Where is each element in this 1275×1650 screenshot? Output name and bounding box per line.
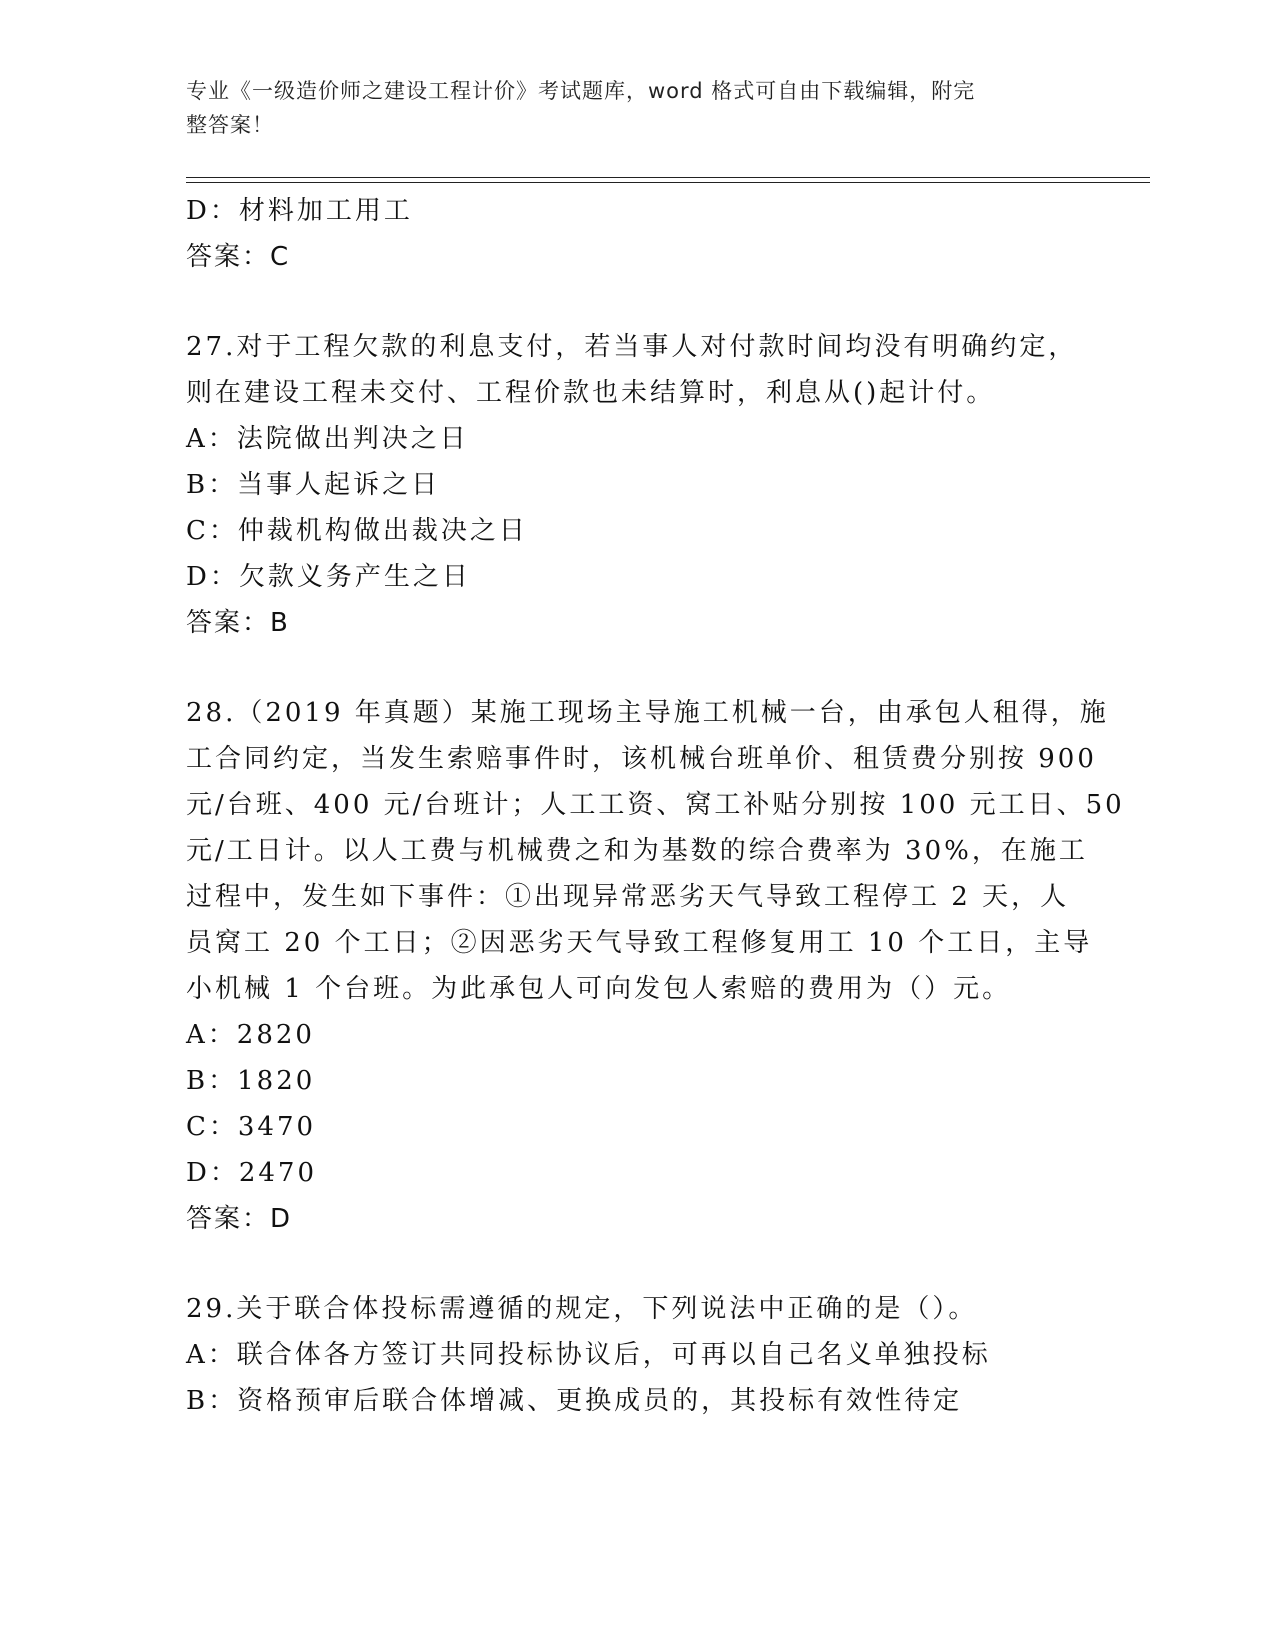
question-text-line: 元/台班、400 元/台班计；人工工资、窝工补贴分别按 100 元工日、50 (186, 790, 1125, 820)
question-text-line: 则在建设工程未交付、工程价款也未结算时，利息从()起计付。 (186, 378, 996, 408)
answer: 答案：D (186, 1204, 293, 1234)
question-text-line: 过程中，发生如下事件：①出现异常恶劣天气导致工程停工 2 天，人 (186, 882, 1070, 912)
option-a: A：联合体各方签订共同投标协议后，可再以自己名义单独投标 (186, 1340, 991, 1370)
question-27 (186, 324, 1086, 646)
spacer (186, 1242, 1086, 1286)
header-line-2: 整答案！ (186, 113, 274, 137)
option-d: D：2470 (186, 1158, 318, 1188)
option-b: B：当事人起诉之日 (186, 470, 441, 500)
question-text-line: 小机械 1 个台班。为此承包人可向发包人索赔的费用为（）元。 (186, 974, 1012, 1004)
option-a: A：法院做出判决之日 (186, 424, 469, 454)
question-text-line: 元/工日计。以人工费与机械费之和为基数的综合费率为 30%，在施工 (186, 836, 1088, 866)
answer: 答案：B (186, 608, 290, 638)
question-text-line: 27.对于工程欠款的利息支付，若当事人对付款时间均没有明确约定， (186, 332, 1078, 362)
header-rule-top (186, 177, 1150, 178)
question-text-line: 28.（2019 年真题）某施工现场主导施工机械一台，由承包人租得，施 (186, 698, 1109, 728)
page-header (186, 74, 1066, 142)
option-c: C：仲裁机构做出裁决之日 (186, 516, 528, 546)
question-text-line: 29.关于联合体投标需遵循的规定，下列说法中正确的是（）。 (186, 1294, 978, 1324)
header-rule-bottom (186, 182, 1150, 183)
option-a: A：2820 (186, 1020, 315, 1050)
option-d: D：欠款义务产生之日 (186, 562, 471, 592)
question-content (186, 188, 1125, 1424)
question-29 (186, 1286, 1086, 1424)
prev-option-d: D：材料加工用工 (186, 196, 413, 226)
option-b: B：资格预审后联合体增减、更换成员的，其投标有效性待定 (186, 1386, 963, 1416)
prev-answer: 答案：C (186, 242, 291, 272)
header-line-1: 专业《一级造价师之建设工程计价》考试题库，word 格式可自由下载编辑，附完 (186, 79, 976, 103)
spacer (186, 280, 1086, 324)
question-text-line: 工合同约定，当发生索赔事件时，该机械台班单价、租赁费分别按 900 (186, 744, 1097, 774)
question-28 (186, 690, 1125, 1242)
spacer (186, 646, 1086, 690)
option-b: B：1820 (186, 1066, 316, 1096)
option-c: C：3470 (186, 1112, 317, 1142)
question-text-line: 员窝工 20 个工日；②因恶劣天气导致工程修复用工 10 个工日，主导 (186, 928, 1093, 958)
